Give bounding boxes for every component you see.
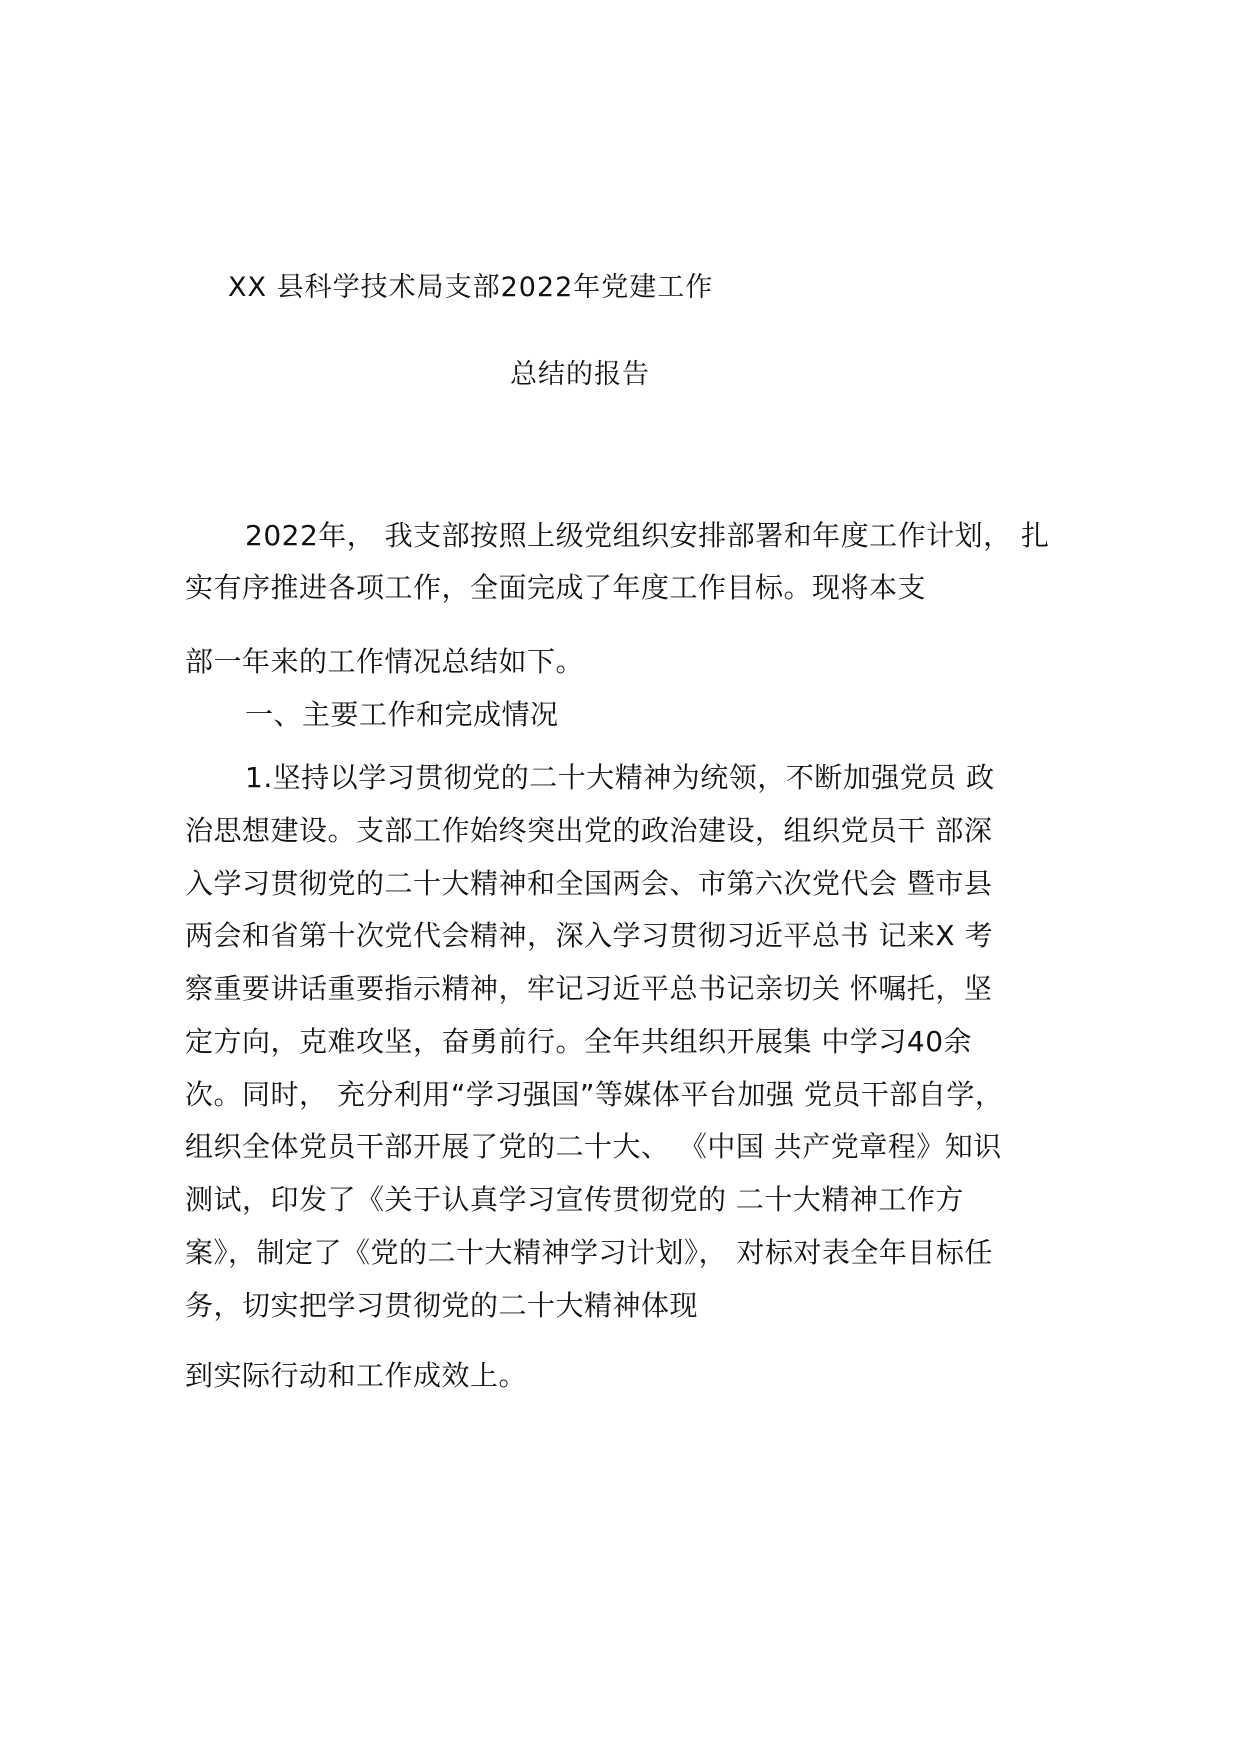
body-line: 治思想建设。支部工作始终突出党的政治建设，组织党员干 部深 (185, 814, 993, 847)
title-line-1: XX 县科学技术局支部2022年党建工作 (228, 272, 714, 303)
body-line: 定方向，克难攻坚，奋勇前行。全年共组织开展集 中学习40余 (185, 1025, 973, 1058)
body-line: 次。同时， 充分利用“学习强国”等媒体平台加强 党员干部自学， (185, 1078, 1004, 1111)
section-heading: 一、主要工作和完成情况 (245, 698, 559, 731)
title-line-2: 总结的报告 (510, 359, 650, 390)
body-line: 务，切实把学习贯彻党的二十大精神体现 (185, 1289, 699, 1322)
body-line: 部一年来的工作情况总结如下。 (185, 645, 585, 678)
body-line: 组织全体党员干部开展了党的二十大、 《中国 共产党章程》知识 (185, 1130, 1002, 1163)
body-line: 2022年， 我支部按照上级党组织安排部署和年度工作计划， 扎 (245, 519, 1050, 552)
body-line: 实有序推进各项工作，全面完成了年度工作目标。现将本支 (185, 571, 927, 604)
body-line: 1.坚持以学习贯彻党的二十大精神为统领，不断加强党员 政 (245, 761, 995, 794)
body-line: 案》，制定了《党的二十大精神学习计划》， 对标对表全年目标任 (185, 1236, 993, 1269)
body-line: 察重要讲话重要指示精神，牢记习近平总书记亲切关 怀嘱托，坚 (185, 972, 993, 1005)
body-line: 两会和省第十次党代会精神，深入学习贯彻习近平总书 记来X 考 (185, 919, 993, 952)
body-line: 测试，印发了《关于认真学习宣传贯彻党的 二十大精神工作方 (185, 1183, 964, 1216)
body-line: 到实际行动和工作成效上。 (185, 1359, 528, 1392)
body-line: 入学习贯彻党的二十大精神和全国两会、市第六次党代会 暨市县 (185, 867, 993, 900)
